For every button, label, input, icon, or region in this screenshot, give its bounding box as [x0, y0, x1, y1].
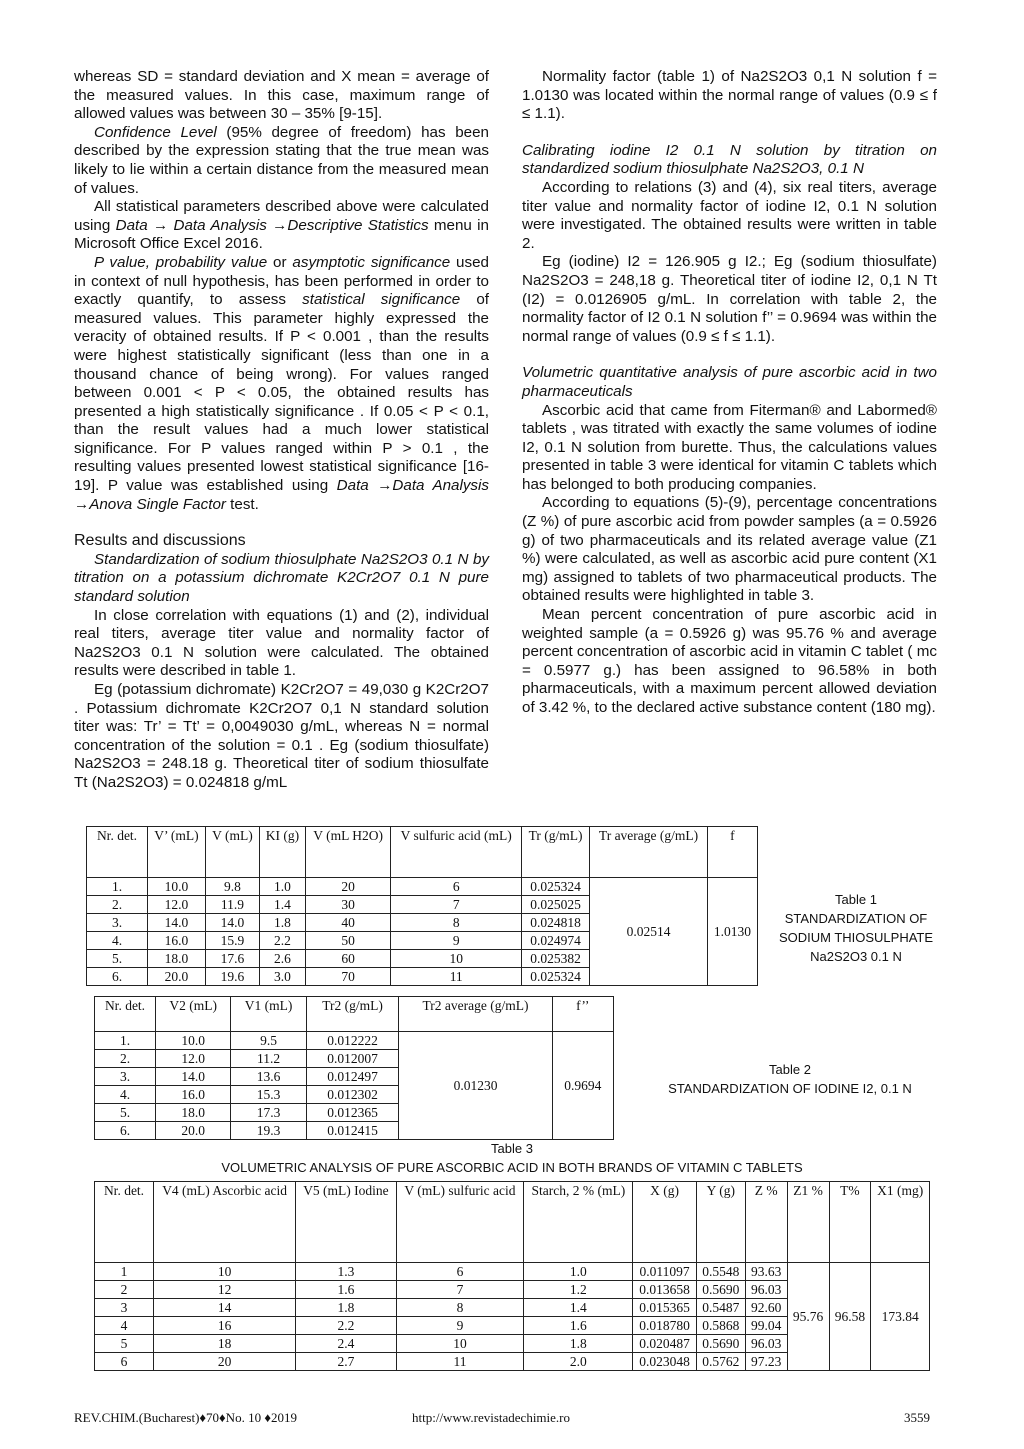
table-cell: 0.5487	[696, 1299, 745, 1317]
column-header: V5 (mL) Iodine	[296, 1182, 396, 1263]
table-cell: 1.0	[524, 1263, 633, 1281]
table-cell: 0.5762	[696, 1353, 745, 1371]
column-header: V (mL H2O)	[305, 827, 391, 878]
paragraph: Eg (iodine) I2 = 126.905 g I2.; Eg (sodium thiosulfate) Na2S2O3 = 248,18 g. Theoretical titer of iodine I2, 0,1 N Tt (I2) = 0.0126905 g/mL. In correlation with table 2, the normality factor of I2 0.1 N solution f’’ = 0.9694 was within the normal range of values (0.9 ≤ f ≤ 1.1).	[522, 253, 937, 345]
column-header: V’ (mL)	[148, 827, 206, 878]
table-cell: 0.025025	[521, 896, 589, 914]
table-cell: 16.0	[156, 1086, 231, 1104]
table-cell: 0.020487	[633, 1335, 696, 1353]
table-cell: 0.025324	[521, 968, 589, 986]
table-cell: 0.012415	[306, 1122, 399, 1140]
table-cell: 0.024974	[521, 932, 589, 950]
term: P value, probability value	[94, 253, 268, 271]
table-cell: 9	[391, 932, 521, 950]
column-header: T%	[829, 1182, 871, 1263]
table-cell: 0.023048	[633, 1353, 696, 1371]
table-cell: 19.6	[205, 968, 259, 986]
table-cell: 1.8	[259, 914, 305, 932]
merged-summary-cell: 0.9694	[552, 1032, 613, 1140]
paragraph-text: All statistical parameters described above were calculated using	[74, 198, 489, 234]
table-cell: 1.	[87, 878, 148, 896]
table-cell: 20.0	[156, 1122, 231, 1140]
paragraph-text: used in context of null hypothesis, has been performed in order to exactly quantify, to assess	[74, 253, 489, 309]
table-cell: 0.5690	[696, 1281, 745, 1299]
column-header: V1 (mL)	[231, 997, 306, 1032]
table-cell: 2	[95, 1281, 154, 1299]
menu-path: Data →Data Analysis →Anova Single Factor	[74, 477, 489, 513]
table-cell: 16.0	[148, 932, 206, 950]
footer-page-number: 3559	[904, 1410, 930, 1425]
paragraph	[74, 198, 489, 254]
table-1-caption	[776, 890, 936, 966]
table-cell: 92.60	[745, 1299, 787, 1317]
table-cell: 18.0	[156, 1104, 231, 1122]
table-cell: 11	[391, 968, 521, 986]
paragraph-text: menu in Microsoft Office Excel 2016.	[74, 216, 489, 253]
paragraph	[74, 254, 489, 514]
table-cell: 0.012007	[306, 1050, 399, 1068]
table-cell: 10	[154, 1263, 296, 1281]
table-cell: 1.4	[259, 896, 305, 914]
table-cell: 0.012497	[306, 1068, 399, 1086]
section-heading: Results and discussions	[74, 532, 246, 550]
table-row	[95, 1263, 930, 1281]
table-cell: 17.3	[231, 1104, 306, 1122]
paragraph-text: (95% degree of freedom) has been described by the expression stating that the true mean was likely to lie within a certain distance from the measured mean of values.	[74, 123, 489, 197]
paragraph	[74, 124, 489, 198]
table-3-caption	[150, 1139, 874, 1177]
table-row	[87, 878, 758, 896]
table-cell: 5.	[95, 1104, 156, 1122]
table-1	[86, 826, 758, 986]
subsection-heading: Calibrating iodine I2 0.1 N solution by titration on standardized sodium thiosulphate Na2S2O3, 0.1 N	[522, 141, 937, 178]
table-cell: 99.04	[745, 1317, 787, 1335]
column-header: Nr. det.	[87, 827, 148, 878]
table-cell: 70	[305, 968, 391, 986]
table-cell: 50	[305, 932, 391, 950]
table-cell: 2.	[87, 896, 148, 914]
paragraph: Mean percent concentration of pure ascorbic acid in weighted sample (a = 0.5926 g) was 95.76 % and average percent concentration of ascorbic acid in vitamin C tablet ( mc = 0.5977 g.) has been assigned to 96.58% in both pharmaceuticals, with a maximum percent allowed deviation of 3.42 %, to the declared active substance content (180 mg).	[522, 606, 937, 716]
table-cell: 3.	[87, 914, 148, 932]
caption-line: STANDARDIZATION OF	[784, 911, 928, 926]
table-header-row	[95, 997, 614, 1032]
table-cell: 10	[391, 950, 521, 968]
table-cell: 0.5690	[696, 1335, 745, 1353]
column-header: f	[707, 827, 757, 878]
table-cell: 11.9	[205, 896, 259, 914]
table-cell: 2.2	[259, 932, 305, 950]
table-cell: 0.5548	[696, 1263, 745, 1281]
table-cell: 18.0	[148, 950, 206, 968]
table-cell: 8	[391, 914, 521, 932]
column-header: V4 (mL) Ascorbic acid	[154, 1182, 296, 1263]
table-cell: 2.7	[296, 1353, 396, 1371]
table-cell: 1.4	[524, 1299, 633, 1317]
table-cell: 9.5	[231, 1032, 306, 1050]
paragraph: Eg (potassium dichromate) K2Cr2O7 = 49,030 g K2Cr2O7 . Potassium dichromate K2Cr2O7 0,1 N standard solution titer was: Tr’ = Tt’ = 0,0049030 g/mL, whereas N = normal concentration of the solution = 0.1 . Eg (sodium thiosulfate) Na2S2O3 = 248.18 g. Theoretical titer of sodium thiosulfate Tt (Na2S2O3) = 0.024818 g/mL	[74, 681, 489, 791]
merged-summary-cell: 96.58	[829, 1263, 871, 1371]
caption-title: Table 2	[769, 1062, 811, 1077]
column-header: f’’	[552, 997, 613, 1032]
table-header-row	[87, 827, 758, 878]
table-cell: 2.	[95, 1050, 156, 1068]
column-header: V (mL) sulfuric acid	[396, 1182, 524, 1263]
table-cell: 2.6	[259, 950, 305, 968]
paragraph-text: test.	[225, 495, 259, 513]
column-header: Nr. det.	[95, 1182, 154, 1263]
table-cell: 93.63	[745, 1263, 787, 1281]
term: statistical significance	[302, 291, 461, 309]
table-cell: 0.012302	[306, 1086, 399, 1104]
table-cell: 11	[396, 1353, 524, 1371]
table-cell: 9.8	[205, 878, 259, 896]
table-cell: 18	[154, 1335, 296, 1353]
column-header: Z %	[745, 1182, 787, 1263]
table-cell: 1.0	[259, 878, 305, 896]
table-2	[94, 996, 614, 1140]
table-cell: 30	[305, 896, 391, 914]
caption-line: STANDARDIZATION OF IODINE I2, 0.1 N	[668, 1081, 912, 1096]
term: asymptotic significance	[292, 253, 451, 271]
table-cell: 97.23	[745, 1353, 787, 1371]
column-header: Tr2 average (g/mL)	[399, 997, 552, 1032]
column-header: Tr2 (g/mL)	[306, 997, 399, 1032]
column-header: V (mL)	[205, 827, 259, 878]
column-header: KI (g)	[259, 827, 305, 878]
paragraph: According to equations (5)-(9), percentage concentrations (Z %) of pure ascorbic acid from powder samples (a = 0.5926 g) of two pharmaceuticals and its related average value (Z1 %) were calculated, as well as ascorbic acid pure content (X1 mg) assigned to tablets of two pharmaceutical products. The obtained results were highlighted in table 3.	[522, 494, 937, 605]
term: Confidence Level	[94, 123, 217, 141]
menu-path: Data → Data Analysis →Descriptive Statistics	[115, 216, 429, 234]
table-cell: 0.018780	[633, 1317, 696, 1335]
table-cell: 12.0	[156, 1050, 231, 1068]
table-cell: 10.0	[156, 1032, 231, 1050]
table-cell: 12.0	[148, 896, 206, 914]
table-cell: 5.	[87, 950, 148, 968]
column-header: Nr. det.	[95, 997, 156, 1032]
table-cell: 1.6	[296, 1281, 396, 1299]
table-cell: 0.015365	[633, 1299, 696, 1317]
paragraph-text: or	[267, 253, 293, 271]
table-cell: 2.0	[524, 1353, 633, 1371]
table-cell: 20	[305, 878, 391, 896]
merged-summary-cell: 1.0130	[707, 878, 757, 986]
table-cell: 6	[95, 1353, 154, 1371]
table-cell: 10.0	[148, 878, 206, 896]
table-cell: 0.012365	[306, 1104, 399, 1122]
table-cell: 20.0	[148, 968, 206, 986]
table-cell: 4.	[95, 1086, 156, 1104]
table-cell: 40	[305, 914, 391, 932]
paragraph: According to relations (3) and (4), six real titers, average titer value and normality factor of iodine I2, 0.1 N solution were investigated. The obtained results were written in table 2.	[522, 178, 937, 252]
table-cell: 0.013658	[633, 1281, 696, 1299]
left-column	[74, 68, 489, 793]
caption-title: Table 3	[491, 1141, 533, 1156]
table-cell: 12	[154, 1281, 296, 1299]
table-cell: 0.025382	[521, 950, 589, 968]
table-cell: 1.8	[524, 1335, 633, 1353]
column-header: Tr (g/mL)	[521, 827, 589, 878]
table-cell: 1.8	[296, 1299, 396, 1317]
merged-summary-cell: 0.02514	[590, 878, 708, 986]
table-cell: 1.3	[296, 1263, 396, 1281]
table-cell: 9	[396, 1317, 524, 1335]
column-header: Y (g)	[696, 1182, 745, 1263]
column-header: V2 (mL)	[156, 997, 231, 1032]
table-cell: 14	[154, 1299, 296, 1317]
table-cell: 96.03	[745, 1281, 787, 1299]
table-header-row	[95, 1182, 930, 1263]
table-cell: 96.03	[745, 1335, 787, 1353]
paragraph: Ascorbic acid that came from Fiterman® and Labormed® tablets , was titrated with exactly the same volumes of iodine I2, 0.1 N solution from burette. Thus, the calculations values presented in table 3 were identical for vitamin C tablets which has belonged to both producing companies.	[522, 401, 937, 493]
table-cell: 6	[396, 1263, 524, 1281]
column-header: Starch, 2 % (mL)	[524, 1182, 633, 1263]
caption-line: Na2S2O3 0.1 N	[810, 949, 902, 964]
table-cell: 7	[391, 896, 521, 914]
merged-summary-cell: 173.84	[871, 1263, 930, 1371]
table-cell: 4.	[87, 932, 148, 950]
table-cell: 17.6	[205, 950, 259, 968]
subsection-heading: Volumetric quantitative analysis of pure ascorbic acid in two pharmaceuticals	[522, 364, 937, 400]
table-cell: 0.5868	[696, 1317, 745, 1335]
table-cell: 14.0	[148, 914, 206, 932]
table-2-caption	[660, 1060, 920, 1098]
table-cell: 0.012222	[306, 1032, 399, 1050]
table-cell: 1.6	[524, 1317, 633, 1335]
table-cell: 6.	[87, 968, 148, 986]
table-cell: 15.3	[231, 1086, 306, 1104]
table-cell: 2.4	[296, 1335, 396, 1353]
table-cell: 20	[154, 1353, 296, 1371]
paragraph: Normality factor (table 1) of Na2S2O3 0,1 N solution f = 1.0130 was located within the normal range of values (0.9 ≤ f ≤ 1.1).	[522, 68, 937, 123]
table-cell: 19.3	[231, 1122, 306, 1140]
column-header: V sulfuric acid (mL)	[391, 827, 521, 878]
merged-summary-cell: 95.76	[787, 1263, 829, 1371]
column-header: X1 (mg)	[871, 1182, 930, 1263]
column-header: X (g)	[633, 1182, 696, 1263]
table-cell: 4	[95, 1317, 154, 1335]
caption-title: Table 1	[835, 892, 877, 907]
table-cell: 3.0	[259, 968, 305, 986]
table-3	[94, 1181, 930, 1371]
table-cell: 1.2	[524, 1281, 633, 1299]
table-cell: 16	[154, 1317, 296, 1335]
subsection-heading: Standardization of sodium thiosulphate Na2S2O3 0.1 N by titration on a potassium dichromate K2Cr2O7 0.1 N pure standard solution	[74, 550, 489, 606]
table-cell: 3.	[95, 1068, 156, 1086]
table-cell: 0.025324	[521, 878, 589, 896]
table-cell: 7	[396, 1281, 524, 1299]
table-cell: 0.024818	[521, 914, 589, 932]
table-cell: 3	[95, 1299, 154, 1317]
table-cell: 13.6	[231, 1068, 306, 1086]
table-cell: 0.011097	[633, 1263, 696, 1281]
caption-line: SODIUM THIOSULPHATE	[778, 930, 934, 945]
footer-journal: REV.CHIM.(Bucharest)♦70♦No. 10 ♦2019	[74, 1410, 297, 1425]
table-cell: 11.2	[231, 1050, 306, 1068]
table-row	[95, 1032, 614, 1050]
table-cell: 10	[396, 1335, 524, 1353]
paragraph: In close correlation with equations (1) and (2), individual real titers, average titer value and normality factor of Na2S2O3 0.1 N solution were calculated. The obtained results were described in table 1.	[74, 606, 489, 680]
caption-line: VOLUMETRIC ANALYSIS OF PURE ASCORBIC ACID IN BOTH BRANDS OF VITAMIN C TABLETS	[221, 1160, 803, 1175]
column-header: Z1 %	[787, 1182, 829, 1263]
paragraph-text: of measured values. This parameter highly expressed the veracity of obtained results. If P < 0.001 , than the results were highest statistically significant (less than one in a thousand chance of being wrong). For values ranged between 0.001 < P < 0.05, the obtained results has presented a high statistically significance . If 0.05 < P < 0.1, than the result values had a much lower statistical significance. For P values ranged within P > 0.1 , the resulting values presented lowest statistical significance [16-19]. P value was established using	[74, 291, 489, 495]
paragraph: whereas SD = standard deviation and X mean = average of the measured values. In this case, maximum range of allowed values was between 30 – 35% [9-15].	[74, 68, 489, 123]
table-cell: 60	[305, 950, 391, 968]
table-cell: 14.0	[156, 1068, 231, 1086]
table-cell: 15.9	[205, 932, 259, 950]
column-header: Tr average (g/mL)	[590, 827, 708, 878]
right-column	[522, 68, 937, 718]
table-cell: 6.	[95, 1122, 156, 1140]
table-cell: 1.	[95, 1032, 156, 1050]
table-cell: 1	[95, 1263, 154, 1281]
footer-url: http://www.revistadechimie.ro	[412, 1410, 571, 1425]
merged-summary-cell: 0.01230	[399, 1032, 552, 1140]
table-cell: 14.0	[205, 914, 259, 932]
table-cell: 5	[95, 1335, 154, 1353]
table-cell: 2.2	[296, 1317, 396, 1335]
table-cell: 6	[391, 878, 521, 896]
table-cell: 8	[396, 1299, 524, 1317]
